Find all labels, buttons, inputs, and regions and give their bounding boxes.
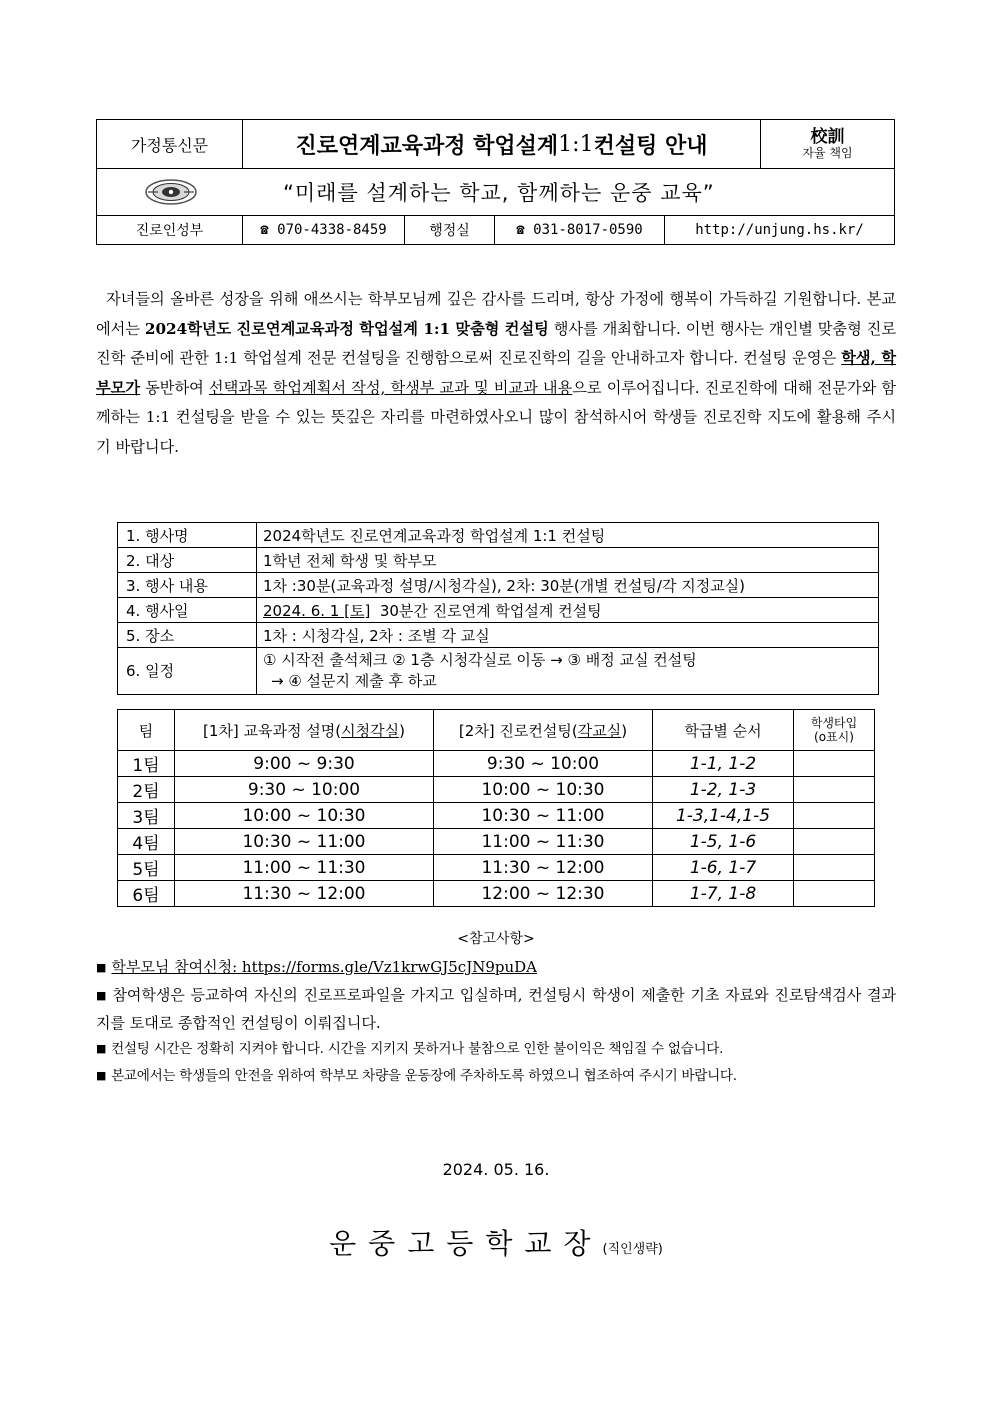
table-row: 5팀 11:00 ~ 11:30 11:30 ~ 12:00 1-6, 1-7 xyxy=(118,855,875,881)
bullet-icon: ■ xyxy=(96,1042,107,1055)
document-title: 진로연계교육과정 학업설계 1:1 컨설팅 안내 xyxy=(243,120,761,168)
newsletter-tag: 가정통신문 xyxy=(97,120,243,168)
dept-admin: 행정실 xyxy=(405,215,495,244)
table-header-row: 팀 [1차] 교육과정 설명(시청각실) [2차] 진로컨설팅(각교실) 학급별 순서 학생타입 (o표시) xyxy=(118,710,875,751)
bullet-icon: ■ xyxy=(96,961,107,974)
list-item: ■ 본교에서는 학생들의 안전을 위하여 학부모 차량을 운동장에 주차하도록 하였으니 협조하여 주시기 바랍니다. xyxy=(96,1068,737,1084)
table-row: 5. 장소 1차 : 시청각실, 2차 : 조별 각 교실 xyxy=(118,623,879,648)
table-row: 4. 행사일 2024. 6. 1 [토] 30분간 진로연계 학업설계 컨설팅 xyxy=(118,598,879,623)
issue-date: 2024. 05. 16. xyxy=(442,1160,550,1179)
newsletter-header xyxy=(96,119,895,245)
student-type-cell[interactable] xyxy=(794,855,875,881)
table-row: 2팀 9:30 ~ 10:00 10:00 ~ 10:30 1-2, 1-3 xyxy=(118,777,875,803)
notes-title: <참고사항> xyxy=(457,931,535,947)
bullet-icon: ■ xyxy=(96,1069,107,1082)
table-row: 6. 일정 ① 시작전 출석체크 ② 1층 시청각실로 이동 → ③ 배정 교실 컨설팅 → ④ 설문지 제출 후 하교 xyxy=(118,648,879,695)
table-row: 1팀 9:00 ~ 9:30 9:30 ~ 10:00 1-1, 1-2 xyxy=(118,751,875,777)
table-row: 3팀 10:00 ~ 10:30 10:30 ~ 11:00 1-3,1-4,1-5 xyxy=(118,803,875,829)
registration-link[interactable]: https://forms.gle/Vz1krwGJ5cJN9puDA xyxy=(241,958,537,976)
phone-career: ☎ 070-4338-8459 xyxy=(243,215,405,244)
school-slogan: “미래를 설계하는 학교, 함께하는 운중 교육” xyxy=(283,180,715,205)
notes-list xyxy=(96,954,896,1090)
schedule-table xyxy=(117,709,875,907)
student-type-cell[interactable] xyxy=(794,803,875,829)
table-row: 6팀 11:30 ~ 12:00 12:00 ~ 12:30 1-7, 1-8 xyxy=(118,881,875,907)
student-type-cell[interactable] xyxy=(794,829,875,855)
table-row: 1. 행사명 2024학년도 진로연계교육과정 학업설계 1:1 컨설팅 xyxy=(118,523,879,548)
student-type-cell[interactable] xyxy=(794,751,875,777)
list-item: ■ 학부모님 참여신청: https://forms.gle/Vz1krwGJ5cJN9puDA xyxy=(96,958,537,976)
school-website-link[interactable]: http://unjung.hs.kr/ xyxy=(695,221,864,238)
principal-signature: 운중고등학교장(직인생략) xyxy=(329,1227,663,1260)
bullet-icon: ■ xyxy=(96,989,108,1002)
student-type-cell[interactable] xyxy=(794,881,875,907)
student-type-cell[interactable] xyxy=(794,777,875,803)
table-row: 2. 대상 1학년 전체 학생 및 학부모 xyxy=(118,548,879,573)
table-row: 4팀 10:30 ~ 11:00 11:00 ~ 11:30 1-5, 1-6 xyxy=(118,829,875,855)
school-motto: 校訓 자율 책임 xyxy=(802,127,853,160)
table-row: 3. 행사 내용 1차 :30분(교육과정 설명/시청각실), 2차: 30분(개별 컨설팅/각 지정교실) xyxy=(118,573,879,598)
list-item: ■ 컨설팅 시간은 정확히 지켜야 합니다. 시간을 지키지 못하거나 불참으로 인한 불이익은 책임질 수 없습니다. xyxy=(96,1041,724,1057)
seal-note: (직인생략) xyxy=(602,1242,663,1257)
phone-admin: ☎ 031-8017-0590 xyxy=(495,215,665,244)
list-item: ■ 참여학생은 등교하여 자신의 진로프로파일을 가지고 입실하며, 컨설팅시 학생이 제출한 기초 자료와 진로탐색검사 결과지를 토대로 종합적인 컨설팅이 이뤄집니다. xyxy=(96,986,896,1032)
dept-career: 진로인성부 xyxy=(97,215,243,244)
event-info-table xyxy=(117,522,879,695)
school-emblem-icon xyxy=(139,168,203,215)
intro-paragraph: 자녀들의 올바른 성장을 위해 애쓰시는 학부모님께 깊은 감사를 드리며, 항상 가정에 행복이 가득하길 기원합니다. 본교에서는 2024학년도 진로연계교육과정 학업설계 1:1 맞춤형 컨설팅 행사를 개최합니다. 이번 행사는 개인별 맞춤형 진로진학 준비에 관한 1:1 학업설계 전문 컨설팅을 진행함으로써 진로진학의 길을 안내하고자 합니다. 컨설팅 운영은 학생, 학부모가 동반하여 선택과목 학업계획서 작성, 학생부 교과 및 비교과 내용으로 이루어집니다. 진로진학에 대해 전문가와 함께하는 1:1 컨설팅을 받을 수 있는 뜻깊은 자리를 마련하였사오니 많이 참석하시어 학생들 진로진학 지도에 활용해 주시기 바랍니다. xyxy=(96,290,897,456)
